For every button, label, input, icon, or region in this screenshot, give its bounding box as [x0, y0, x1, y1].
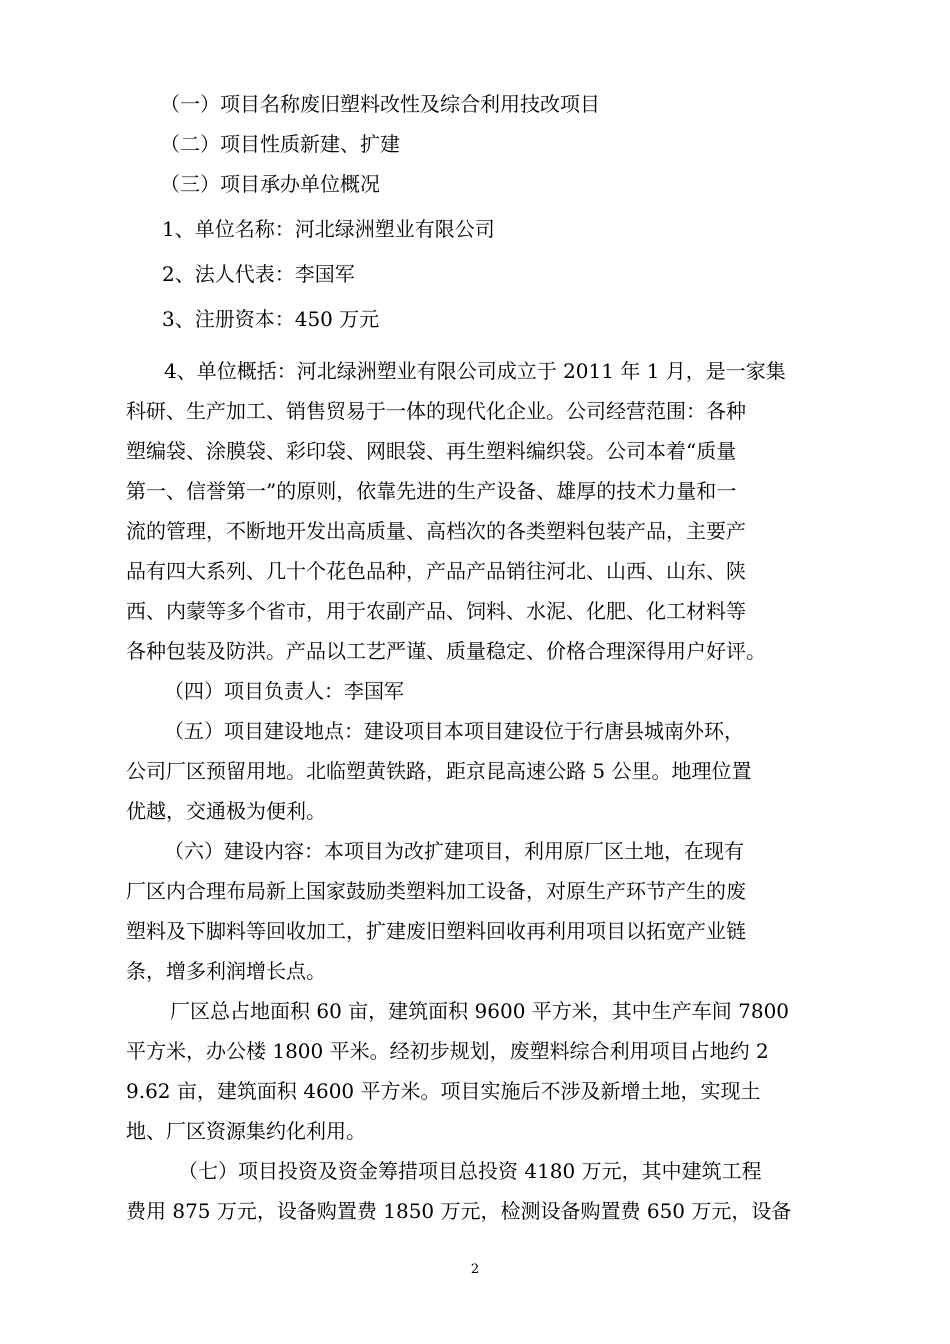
text-line-3: （三）项目承办单位概况 — [160, 172, 380, 196]
text-line-9: 塑编袋、涂膜袋、彩印袋、网眼袋、再生塑料编织袋。公司本着“质量 — [126, 439, 737, 463]
text-line-24: 平方米，办公楼 1800 平米。经初步规划，废塑料综合利用项目占地约 2 — [126, 1039, 769, 1063]
text-line-23: 厂区总占地面积 60 亩，建筑面积 9600 平方米，其中生产车间 7800 — [170, 999, 790, 1023]
text-line-13: 西、内蒙等多个省市，用于农副产品、饲料、水泥、化肥、化工材料等 — [126, 599, 746, 623]
text-line-28: 费用 875 万元，设备购置费 1850 万元，检测设备购置费 650 万元，设备 — [126, 1199, 792, 1223]
text-line-12: 品有四大系列、几十个花色品种，产品产品销往河北、山西、山东、陕 — [126, 559, 746, 583]
text-line-25: 9.62 亩，建筑面积 4600 平方米。项目实施后不涉及新增土地，实现土 — [126, 1079, 761, 1103]
text-line-21: 塑料及下脚料等回收加工，扩建废旧塑料回收再利用项目以拓宽产业链 — [126, 919, 746, 943]
page-number: 2 — [470, 1262, 480, 1277]
text-line-27: （七）项目投资及资金筹措项目总投资 4180 万元，其中建筑工程 — [178, 1159, 762, 1183]
text-line-11: 流的管理，不断地开发出高质量、高档次的各类塑料包装产品，主要产 — [126, 519, 746, 543]
text-line-14: 各种包装及防洪。产品以工艺严谨、质量稳定、价格合理深得用户好评。 — [126, 639, 766, 663]
text-line-6: 3、注册资本：450 万元 — [162, 307, 380, 331]
text-line-8: 科研、生产加工、销售贸易于一体的现代化企业。公司经营范围：各种 — [126, 399, 746, 423]
text-line-15: （四）项目负责人：李国军 — [164, 679, 404, 703]
text-line-19: （六）建设内容：本项目为改扩建项目，利用原厂区土地，在现有 — [164, 839, 744, 863]
text-line-1: （一）项目名称废旧塑料改性及综合利用技改项目 — [160, 92, 600, 116]
text-line-18: 优越，交通极为便利。 — [126, 799, 326, 823]
text-line-26: 地、厂区资源集约化利用。 — [126, 1119, 366, 1143]
text-line-16: （五）项目建设地点：建设项目本项目建设位于行唐县城南外环， — [164, 719, 744, 743]
text-line-7: 4、单位概括：河北绿洲塑业有限公司成立于 2011 年 1 月，是一家集 — [164, 359, 786, 383]
text-line-4: 1、单位名称：河北绿洲塑业有限公司 — [162, 217, 495, 241]
text-line-20: 厂区内合理布局新上国家鼓励类塑料加工设备，对原生产环节产生的废 — [126, 879, 746, 903]
text-line-17: 公司厂区预留用地。北临塑黄铁路，距京昆高速公路 5 公里。地理位置 — [126, 759, 752, 783]
text-line-5: 2、法人代表：李国军 — [162, 262, 355, 286]
text-line-2: （二）项目性质新建、扩建 — [160, 132, 400, 156]
text-line-10: 第一、信誉第一”的原则，依靠先进的生产设备、雄厚的技术力量和一 — [126, 479, 737, 503]
text-line-22: 条，增多利润增长点。 — [126, 959, 326, 983]
